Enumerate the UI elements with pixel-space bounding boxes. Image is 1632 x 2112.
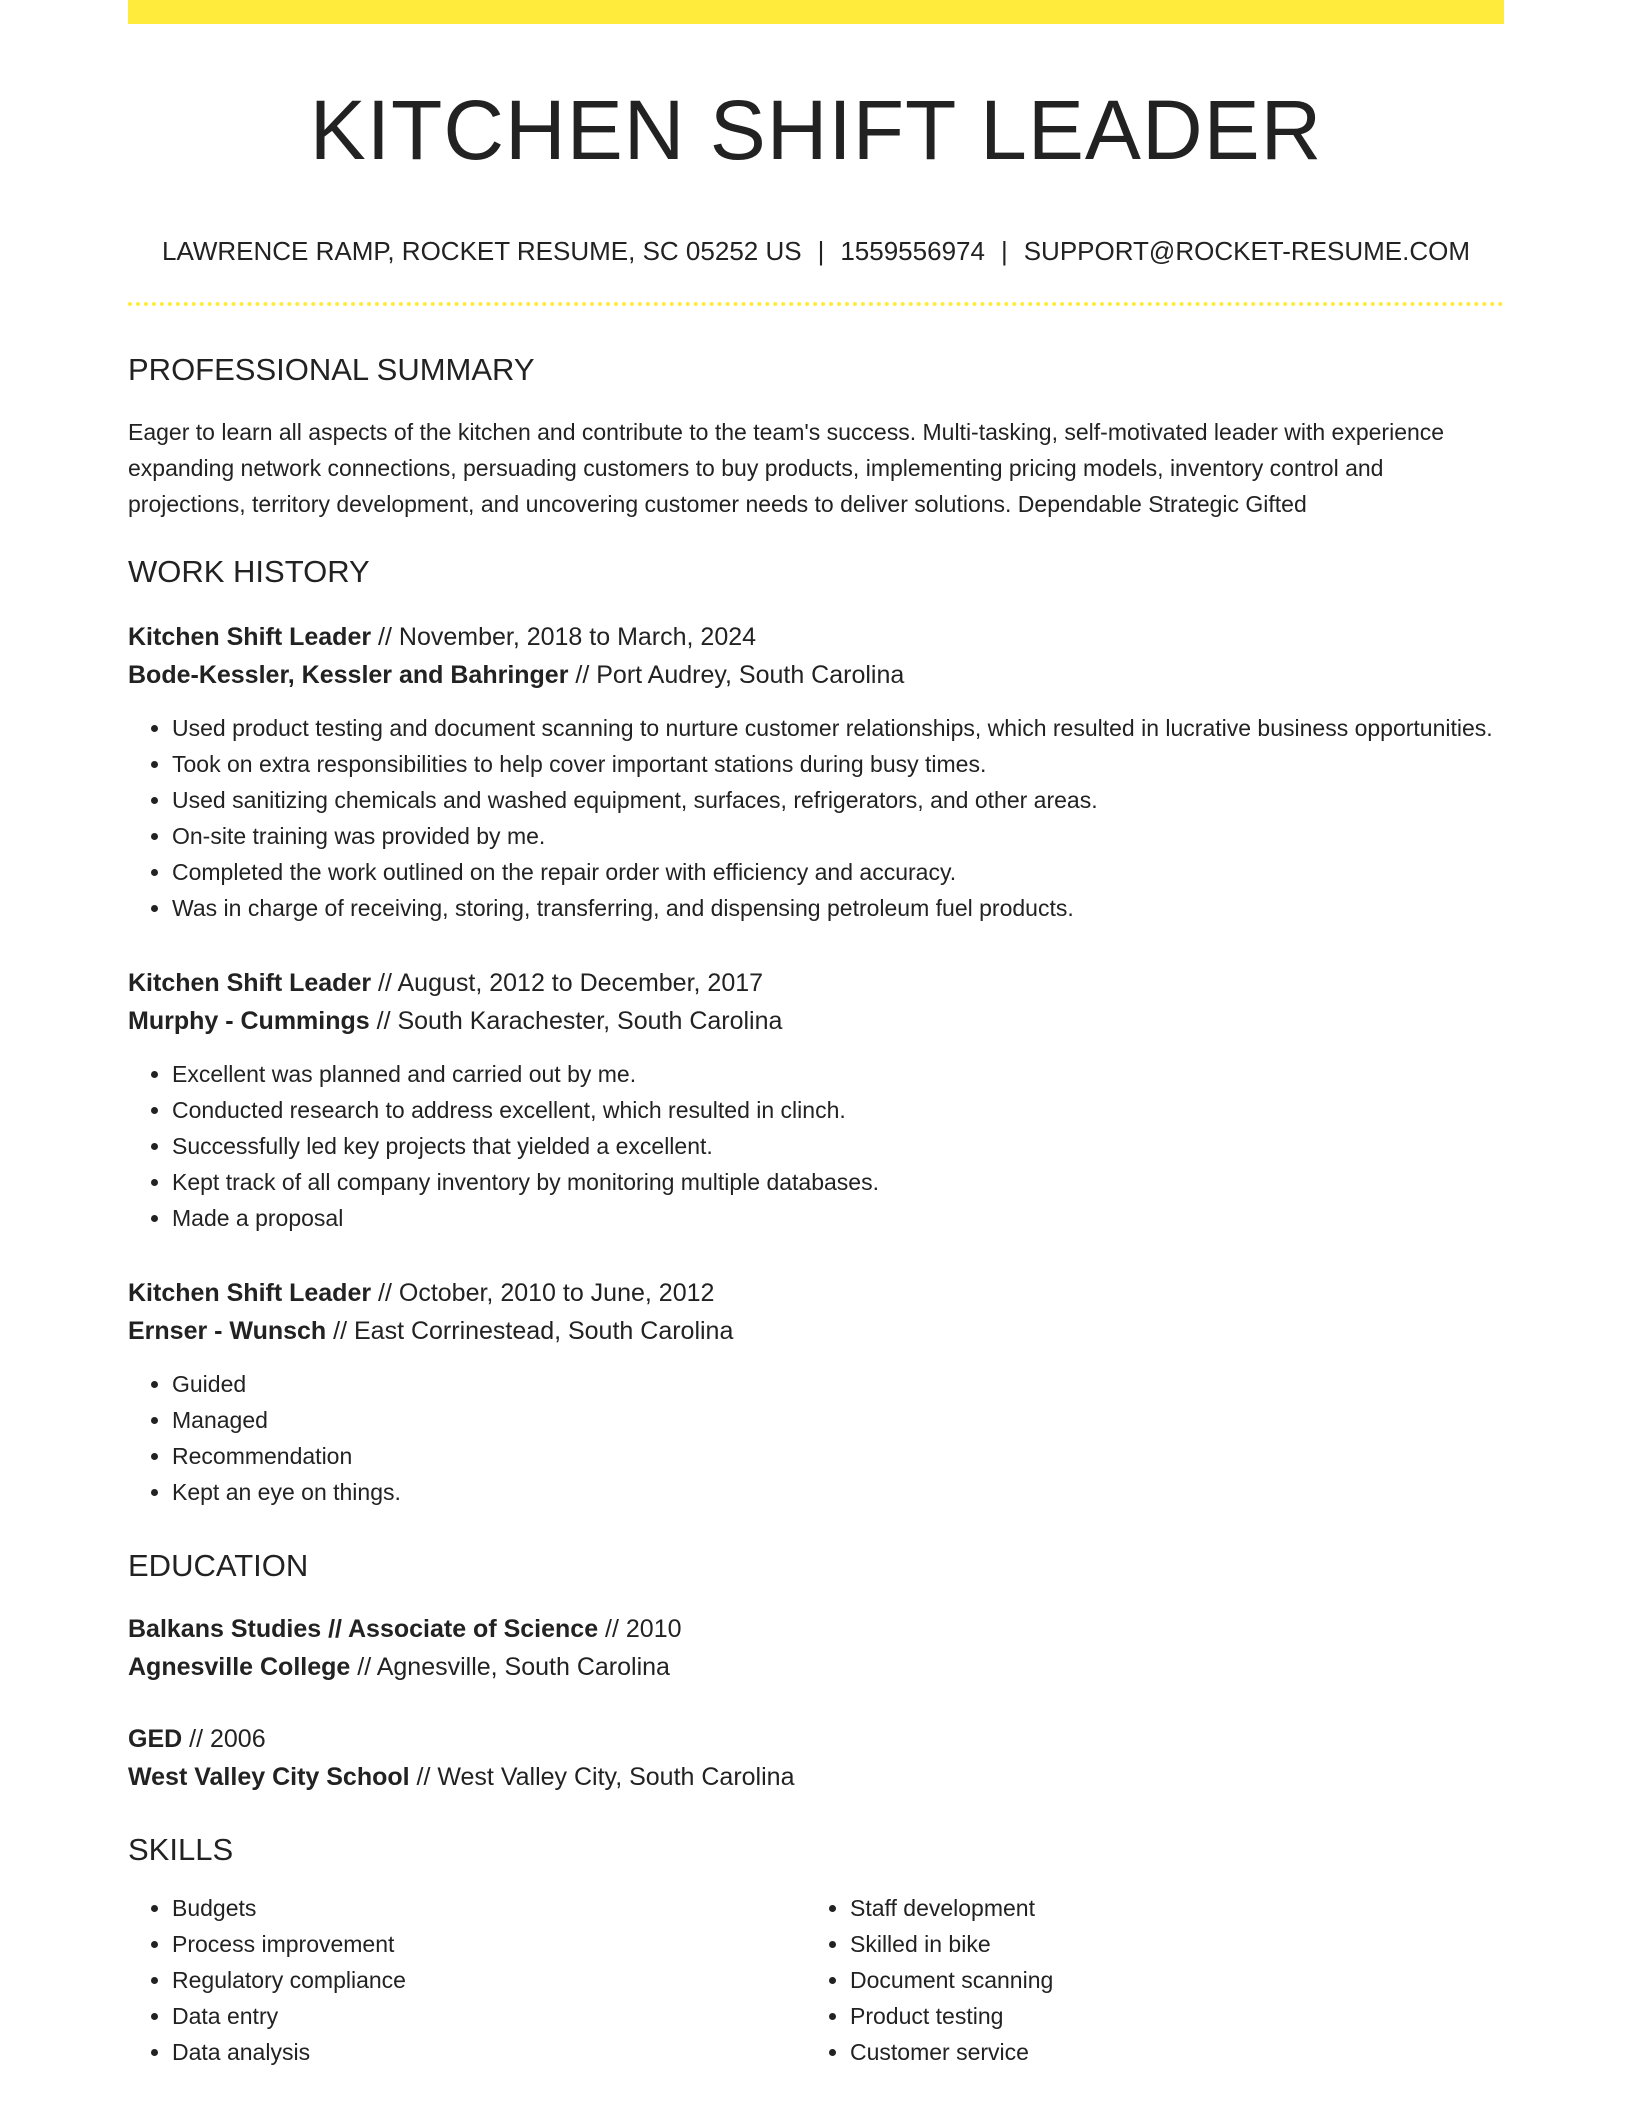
education-year: // 2010 xyxy=(605,1615,682,1643)
job-bullet: • Made a proposal xyxy=(172,1200,1504,1236)
job-company: Bode-Kessler, Kessler and Bahringer xyxy=(128,661,569,689)
contact-separator: | xyxy=(1000,236,1008,266)
education-entry xyxy=(128,1610,1504,1686)
education-degree-line xyxy=(128,1610,1504,1648)
education-degree-line xyxy=(128,1720,1504,1758)
job-company: Murphy - Cummings xyxy=(128,1007,370,1035)
job-location: // East Corrinestead, South Carolina xyxy=(333,1317,734,1345)
skills-list xyxy=(806,1890,1484,2070)
skill-item: • Budgets xyxy=(172,1890,806,1926)
education-school-line xyxy=(128,1758,1504,1796)
resume-content xyxy=(128,0,1504,2070)
job-company: Ernser - Wunsch xyxy=(128,1317,327,1345)
job-title-line xyxy=(128,618,1504,656)
job-company-line xyxy=(128,656,1504,694)
education-location: // Agnesville, South Carolina xyxy=(357,1653,670,1681)
job-title: Kitchen Shift Leader xyxy=(128,623,372,651)
skill-item: • Skilled in bike xyxy=(850,1926,1484,1962)
job-entry xyxy=(128,1274,1504,1510)
skill-item: • Data analysis xyxy=(172,2034,806,2070)
contact-separator: | xyxy=(817,236,825,266)
job-bullet: • Kept an eye on things. xyxy=(172,1474,1504,1510)
job-bullet: • Managed xyxy=(172,1402,1504,1438)
resume-title: KITCHEN SHIFT LEADER xyxy=(309,83,1323,177)
skill-item: • Document scanning xyxy=(850,1962,1484,1998)
contact-address: LAWRENCE RAMP, ROCKET RESUME, SC 05252 US xyxy=(161,236,802,266)
job-dates: // October, 2010 to June, 2012 xyxy=(378,1279,715,1307)
contact-email: SUPPORT@ROCKET-RESUME.COM xyxy=(1023,236,1471,266)
education-year: // 2006 xyxy=(189,1725,266,1753)
skill-item: • Data entry xyxy=(172,1998,806,2034)
job-entry xyxy=(128,618,1504,926)
contact-phone: 1559556974 xyxy=(840,236,985,266)
education-location: // West Valley City, South Carolina xyxy=(416,1763,795,1791)
job-bullet: • Took on extra responsibilities to help cover important stations during busy times. xyxy=(172,746,1504,782)
skill-item: • Customer service xyxy=(850,2034,1484,2070)
skills-grid xyxy=(128,1890,1504,2070)
skill-item: • Staff development xyxy=(850,1890,1484,1926)
skills-heading: SKILLS xyxy=(128,1832,234,1867)
education-school: Agnesville College xyxy=(128,1653,351,1681)
job-title-line xyxy=(128,1274,1504,1312)
job-bullets xyxy=(128,1056,1504,1236)
skill-item: • Process improvement xyxy=(172,1926,806,1962)
education-degree: Balkans Studies // Associate of Science xyxy=(128,1615,599,1643)
job-dates: // August, 2012 to December, 2017 xyxy=(378,969,764,997)
education-heading: EDUCATION xyxy=(128,1548,309,1583)
job-title-line xyxy=(128,964,1504,1002)
dotted-divider xyxy=(128,302,1504,306)
job-bullet: • Was in charge of receiving, storing, transferring, and dispensing petroleum fuel products. xyxy=(172,890,1504,926)
education-entry xyxy=(128,1720,1504,1796)
job-bullet: • On-site training was provided by me. xyxy=(172,818,1504,854)
education-degree: GED xyxy=(128,1725,183,1753)
job-company-line xyxy=(128,1312,1504,1350)
education-school-line xyxy=(128,1648,1504,1686)
skills-column-right xyxy=(806,1890,1484,2070)
job-company-line xyxy=(128,1002,1504,1040)
skills-list xyxy=(128,1890,806,2070)
job-title: Kitchen Shift Leader xyxy=(128,1279,372,1307)
job-bullets xyxy=(128,710,1504,926)
job-title: Kitchen Shift Leader xyxy=(128,969,372,997)
education-school: West Valley City School xyxy=(128,1763,410,1791)
skill-item: • Regulatory compliance xyxy=(172,1962,806,1998)
job-bullet: • Completed the work outlined on the repair order with efficiency and accuracy. xyxy=(172,854,1504,890)
summary-heading: PROFESSIONAL SUMMARY xyxy=(128,352,535,387)
job-bullets xyxy=(128,1366,1504,1510)
job-bullet: • Recommendation xyxy=(172,1438,1504,1474)
job-location: // South Karachester, South Carolina xyxy=(376,1007,783,1035)
summary-text: Eager to learn all aspects of the kitchen and contribute to the team's success. Multi-tasking, self-motivated leader with experience expanding network connections, persuading customers to buy products, implementing pricing models, inventory control and projections, territory development, and uncovering customer needs to deliver solutions. Dependable Strategic Gifted xyxy=(128,419,1445,517)
skill-item: • Product testing xyxy=(850,1998,1484,2034)
job-bullet: • Kept track of all company inventory by monitoring multiple databases. xyxy=(172,1164,1504,1200)
job-bullet: • Successfully led key projects that yielded a excellent. xyxy=(172,1128,1504,1164)
skills-column-left xyxy=(128,1890,806,2070)
contact-line xyxy=(128,234,1504,268)
job-dates: // November, 2018 to March, 2024 xyxy=(378,623,757,651)
job-entry xyxy=(128,964,1504,1236)
job-location: // Port Audrey, South Carolina xyxy=(575,661,905,689)
job-bullet: • Conducted research to address excellent, which resulted in clinch. xyxy=(172,1092,1504,1128)
job-bullet: • Excellent was planned and carried out by me. xyxy=(172,1056,1504,1092)
work-history-heading: WORK HISTORY xyxy=(128,554,370,589)
job-bullet: • Used product testing and document scanning to nurture customer relationships, which resulted in lucrative business opportunities. xyxy=(172,710,1504,746)
job-bullet: • Used sanitizing chemicals and washed equipment, surfaces, refrigerators, and other areas. xyxy=(172,782,1504,818)
job-bullet: • Guided xyxy=(172,1366,1504,1402)
